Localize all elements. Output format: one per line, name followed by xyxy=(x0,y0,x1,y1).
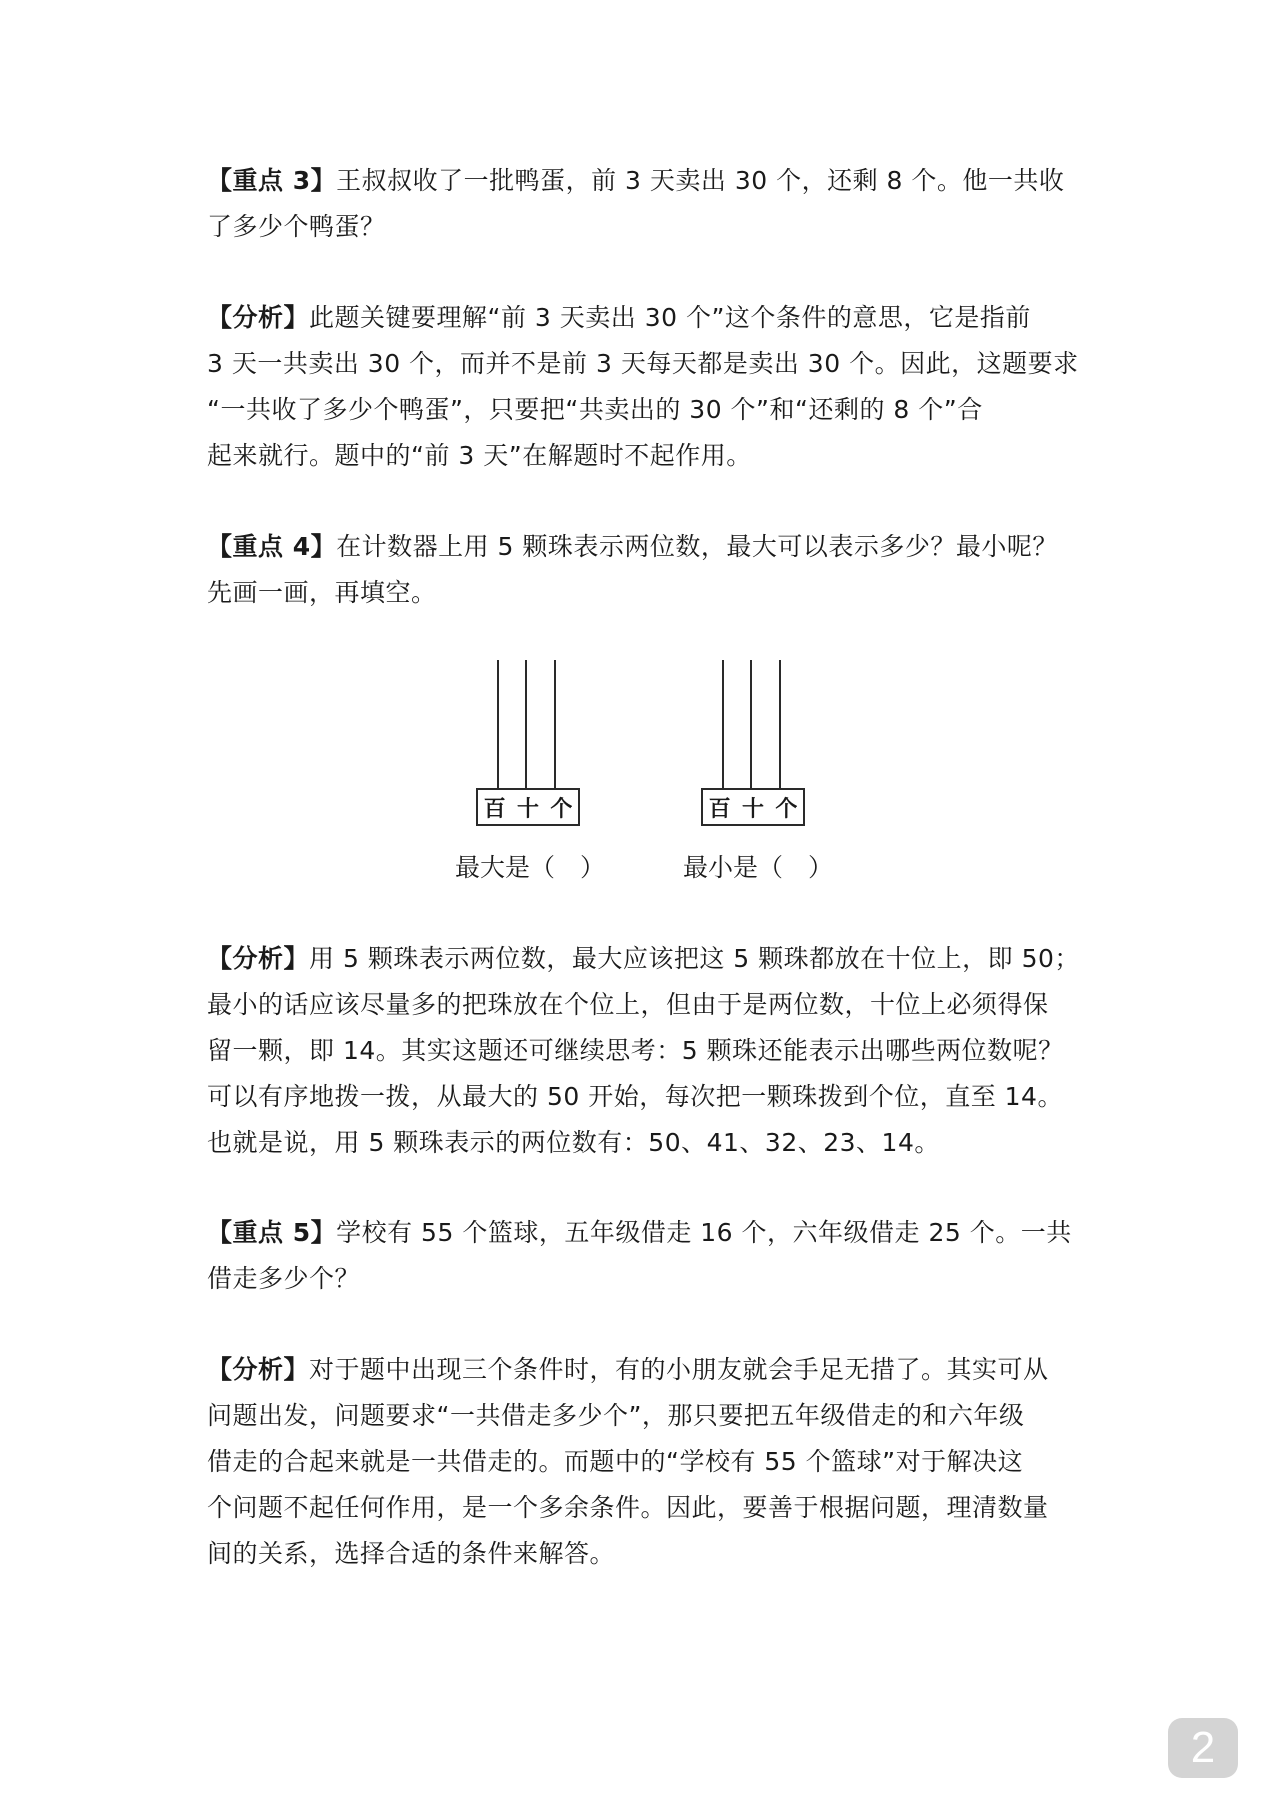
abacus-rod-tens xyxy=(750,660,752,790)
caption-min: 最小是（ ） xyxy=(683,853,834,882)
analysis-4-tag: 【分析】 xyxy=(207,944,310,973)
analysis-3-line-3: “一共收了多少个鸭蛋”，只要把“共卖出的 30 个”和“还剩的 8 个”合 xyxy=(207,395,983,424)
analysis-3 xyxy=(207,295,1080,479)
key-point-3 xyxy=(207,158,1080,250)
analysis-4 xyxy=(207,936,1080,1166)
analysis-5-tag: 【分析】 xyxy=(207,1355,310,1384)
analysis-3-tag: 【分析】 xyxy=(207,303,310,332)
analysis-5-line-1: 对于题中出现三个条件时，有的小朋友就会手足无措了。其实可从 xyxy=(309,1355,1049,1384)
key-point-4 xyxy=(207,524,1080,616)
abacus-rod-tens xyxy=(525,660,527,790)
analysis-5-line-3: 借走的合起来就是一共借走的。而题中的“学校有 55 个篮球”对于解决这 xyxy=(207,1447,1024,1476)
key-point-4-line-2: 先画一画，再填空。 xyxy=(207,578,437,607)
analysis-4-line-4: 可以有序地拨一拨，从最大的 50 开始，每次把一颗珠拨到个位，直至 14。 xyxy=(207,1082,1063,1111)
key-point-3-tag: 【重点 3】 xyxy=(207,166,337,195)
abacus-label-hundreds: 百 xyxy=(708,796,731,822)
abacus-rod-hundreds xyxy=(722,660,724,790)
abacus-rod-ones xyxy=(779,660,781,790)
analysis-5 xyxy=(207,1347,1080,1577)
abacus-label-ones: 个 xyxy=(550,796,573,822)
key-point-4-line-1: 在计数器上用 5 颗珠表示两位数，最大可以表示多少？最小呢？ xyxy=(336,532,1058,561)
analysis-4-line-2: 最小的话应该尽量多的把珠放在个位上，但由于是两位数，十位上必须得保 xyxy=(207,990,1049,1019)
abacus-figure-max xyxy=(470,660,590,830)
key-point-3-line-2: 了多少个鸭蛋？ xyxy=(207,212,386,241)
analysis-4-line-5: 也就是说，用 5 颗珠表示的两位数有：50、41、32、23、14。 xyxy=(207,1128,940,1157)
analysis-3-line-4: 起来就行。题中的“前 3 天”在解题时不起作用。 xyxy=(207,441,752,470)
abacus-base xyxy=(476,788,580,826)
analysis-4-line-1: 用 5 颗珠表示两位数，最大应该把这 5 颗珠都放在十位上，即 50； xyxy=(309,944,1080,973)
page-number-badge: 2 xyxy=(1168,1718,1238,1778)
analysis-5-line-5: 间的关系，选择合适的条件来解答。 xyxy=(207,1539,616,1568)
abacus-figure-min xyxy=(695,660,815,830)
abacus-rod-ones xyxy=(554,660,556,790)
key-point-5 xyxy=(207,1210,1080,1302)
analysis-3-line-2: 3 天一共卖出 30 个，而并不是前 3 天每天都是卖出 30 个。因此，这题要求 xyxy=(207,349,1079,378)
analysis-5-line-4: 个问题不起任何作用，是一个多余条件。因此，要善于根据问题，理清数量 xyxy=(207,1493,1049,1522)
abacus-rod-hundreds xyxy=(497,660,499,790)
analysis-3-line-1: 此题关键要理解“前 3 天卖出 30 个”这个条件的意思，它是指前 xyxy=(309,303,1031,332)
key-point-4-tag: 【重点 4】 xyxy=(207,532,337,561)
abacus-label-ones: 个 xyxy=(775,796,798,822)
key-point-5-line-2: 借走多少个？ xyxy=(207,1264,361,1293)
key-point-3-line-1: 王叔叔收了一批鸭蛋，前 3 天卖出 30 个，还剩 8 个。他一共收 xyxy=(336,166,1065,195)
key-point-5-tag: 【重点 5】 xyxy=(207,1218,337,1247)
analysis-5-line-2: 问题出发，问题要求“一共借走多少个”，那只要把五年级借走的和六年级 xyxy=(207,1401,1025,1430)
abacus-label-hundreds: 百 xyxy=(483,796,506,822)
abacus-label-tens: 十 xyxy=(741,796,764,822)
abacus-label-tens: 十 xyxy=(516,796,539,822)
caption-max: 最大是（ ） xyxy=(455,853,606,882)
key-point-5-line-1: 学校有 55 个篮球，五年级借走 16 个，六年级借走 25 个。一共 xyxy=(336,1218,1072,1247)
analysis-4-line-3: 留一颗，即 14。其实这题还可继续思考：5 颗珠还能表示出哪些两位数呢？ xyxy=(207,1036,1064,1065)
abacus-base xyxy=(701,788,805,826)
